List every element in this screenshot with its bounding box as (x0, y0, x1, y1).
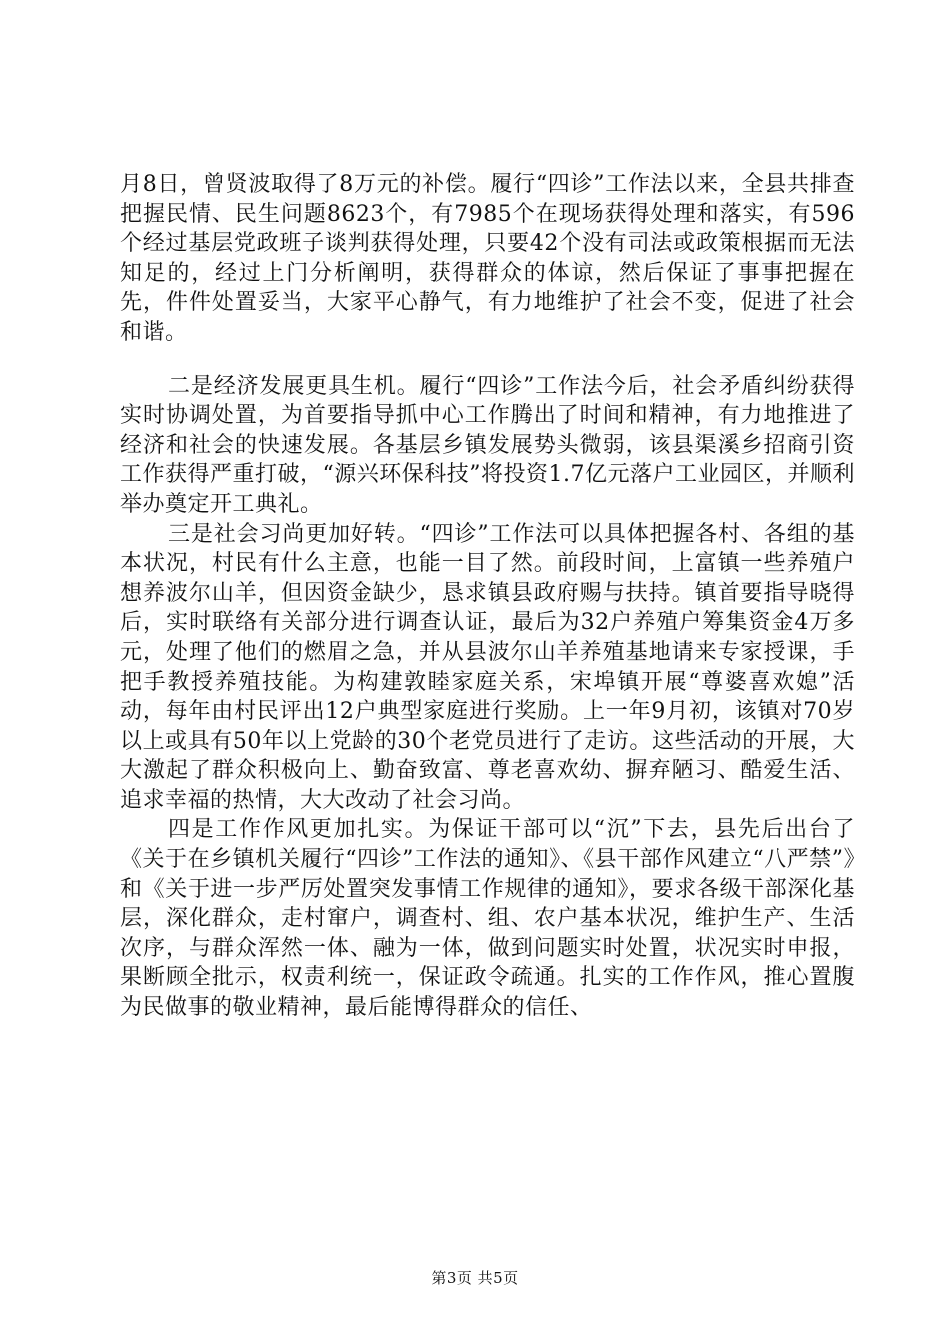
paragraph-continuation: 月8日，曾贤波取得了8万元的补偿。履行“四诊”工作法以来，全县共排查把握民情、民生问题8623个，有7985个在现场获得处理和落实，有596个经过基层党政班子谈判获得处理，只要42个没有司法或政策根据而无法知足的，经过上门分析阐明，获得群众的体谅，然后保证了事事把握在先，件件处置妥当，大家平心静气，有力地维护了社会不变，促进了社会和谐。 (120, 172, 855, 345)
paragraph-work-style: 四是工作作风更加扎实。为保证干部可以“沉”下去，县先后出台了《关于在乡镇机关履行“四诊”工作法的通知》、《县干部作风建立“八严禁”》和《关于进一步严厉处置突发事情工作规律的通知》，要求各级干部深化基层，深化群众，走村窜户，调查村、组、农户基本状况，维护生产、生活次序，与群众浑然一体、融为一体，做到问题实时处置，状况实时申报，果断顾全批示，权责利统一，保证政令疏通。扎实的工作作风，推心置腹为民做事的敬业精神，最后能博得群众的信任、 (120, 817, 855, 1021)
paragraph-economic-development: 二是经济发展更具生机。履行“四诊”工作法今后，社会矛盾纠纷获得实时协调处置，为首要指导抓中心工作腾出了时间和精神，有力地推进了经济和社会的快速发展。各基层乡镇发展势头微弱，该县渠溪乡招商引资工作获得严重打破，“源兴环保科技”将投资1.7亿元落户工业园区，并顺利举办奠定开工典礼。 (120, 373, 855, 517)
page-number-footer: 第3页 共5页 (431, 1269, 519, 1287)
document-body (120, 170, 855, 1023)
paragraph-social-customs: 三是社会习尚更加好转。“四诊”工作法可以具体把握各村、各组的基本状况，村民有什么主意，也能一目了然。前段时间，上富镇一些养殖户想养波尔山羊，但因资金缺少，恳求镇县政府赐与扶持。镇首要指导晓得后，实时联络有关部分进行调查认证，最后为32户养殖户筹集资金4万多元，处理了他们的燃眉之急，并从县波尔山羊养殖基地请来专家授课，手把手教授养殖技能。为构建敦睦家庭关系，宋埠镇开展“尊婆喜欢媳”活动，每年由村民评出12户典型家庭进行奖励。上一年9月初，该镇对70岁以上或具有50年以上党龄的30个老党员进行了走访。这些活动的开展，大大激起了群众积极向上、勤奋致富、尊老喜欢幼、摒弃陋习、酷爱生活、追求幸福的热情，大大改动了社会习尚。 (120, 521, 855, 813)
